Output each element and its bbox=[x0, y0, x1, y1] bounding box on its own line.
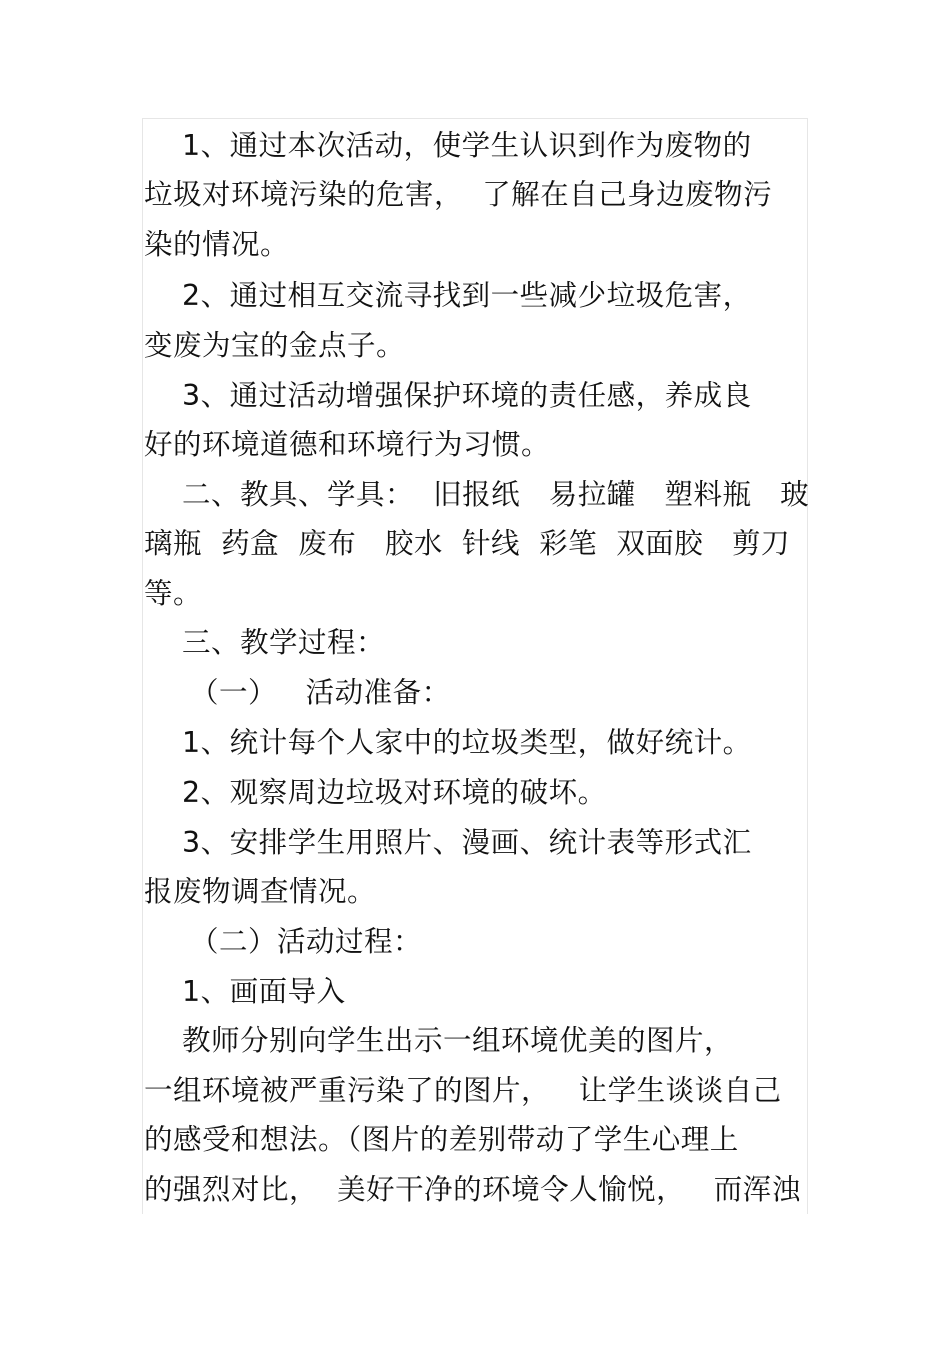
text-line: 1、通过本次活动，使学生认识到作为废物的 bbox=[182, 129, 752, 162]
text-line: 2、通过相互交流寻找到一些减少垃圾危害， bbox=[182, 279, 752, 312]
text-line: 2、观察周边垃圾对环境的破坏。 bbox=[182, 776, 607, 809]
text-line: 的强烈对比， 美好干净的环境令人愉悦， 而浑浊 bbox=[144, 1173, 801, 1206]
text-line: 1、画面导入 bbox=[182, 975, 346, 1008]
text-line: 二、教具、学具： 旧报纸 易拉罐 塑料瓶 玻 bbox=[182, 478, 810, 511]
text-line: 的感受和想法。（图片的差别带动了学生心理上 bbox=[144, 1123, 739, 1156]
subsection-heading: （一） 活动准备： bbox=[190, 676, 451, 709]
text-line: 1、统计每个人家中的垃圾类型，做好统计。 bbox=[182, 726, 752, 759]
subsection-heading: （二）活动过程： bbox=[190, 925, 423, 958]
text-line: 好的环境道德和环境行为习惯。 bbox=[144, 428, 551, 461]
text-line: 璃瓶 药盒 废布 胶水 针线 彩笔 双面胶 剪刀 bbox=[144, 527, 790, 560]
text-line: 3、安排学生用照片、漫画、统计表等形式汇 bbox=[182, 826, 752, 859]
text-line: 3、通过活动增强保护环境的责任感，养成良 bbox=[182, 379, 752, 412]
text-line: 垃圾对环境污染的危害， 了解在自己身边废物污 bbox=[144, 178, 773, 211]
text-line: 等。 bbox=[144, 577, 203, 610]
text-line: 报废物调查情况。 bbox=[144, 875, 377, 908]
text-line: 变废为宝的金点子。 bbox=[144, 329, 406, 362]
text-line: 染的情况。 bbox=[144, 228, 290, 261]
section-heading: 三、教学过程： bbox=[182, 626, 386, 659]
text-line: 教师分别向学生出示一组环境优美的图片， bbox=[182, 1024, 734, 1057]
text-line: 一组环境被严重污染了的图片， 让学生谈谈自己 bbox=[144, 1074, 782, 1107]
